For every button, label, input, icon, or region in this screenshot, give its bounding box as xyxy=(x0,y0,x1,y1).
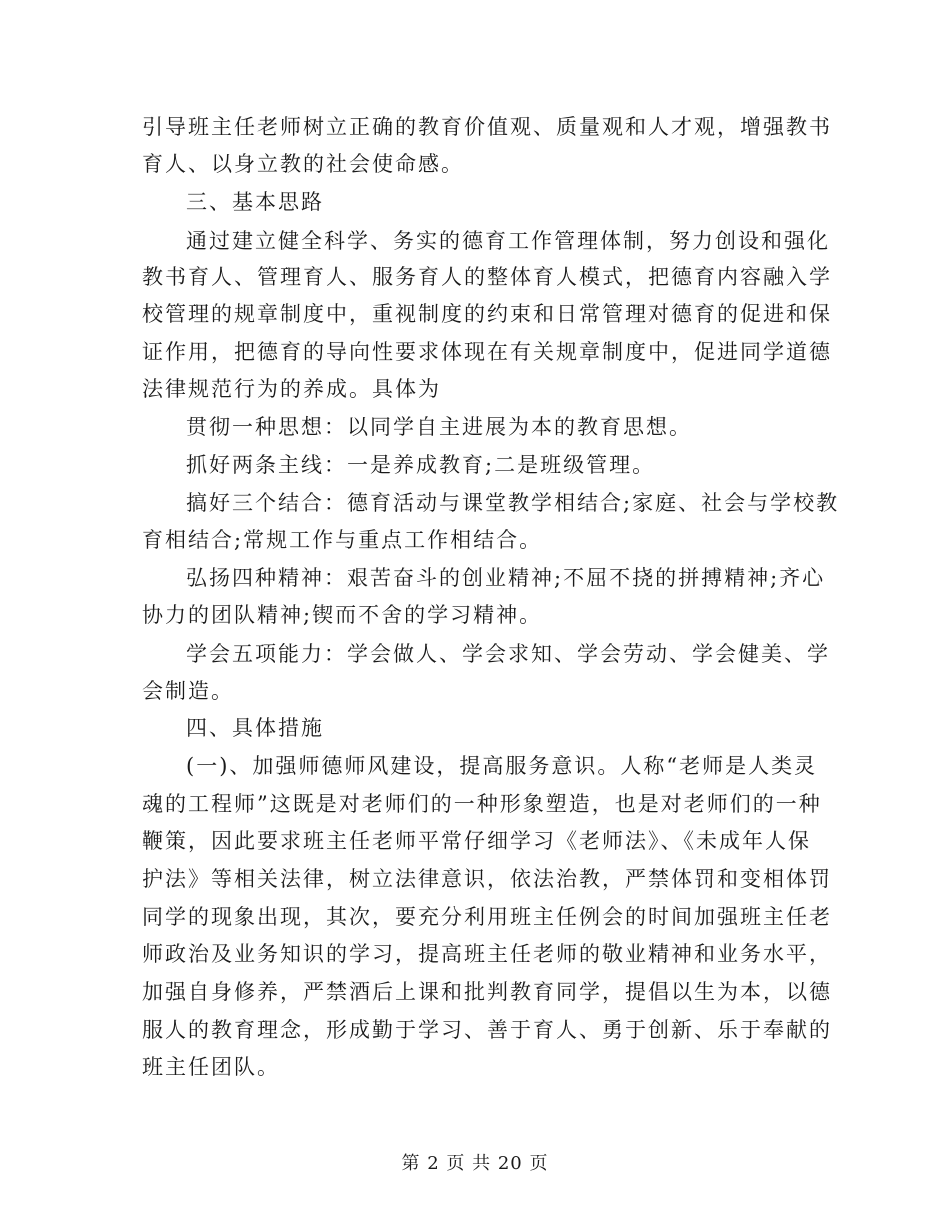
text-line: 护法》等相关法律，树立法律意识，依法治教，严禁体罚和变相体罚 xyxy=(142,867,832,891)
text-line: 引导班主任老师树立正确的教育价值观、质量观和人才观，增强教书 xyxy=(142,115,832,139)
text-line: 搞好三个结合：德育活动与课堂教学相结合;家庭、社会与学校教 xyxy=(186,491,840,515)
text-line: 师政治及业务知识的学习，提高班主任老师的敬业精神和业务水平， xyxy=(142,942,832,966)
text-line: 贯彻一种思想：以同学自主进展为本的教育思想。 xyxy=(186,415,692,439)
text-line: 教书育人、管理育人、服务育人的整体育人模式，把德育内容融入学 xyxy=(142,265,832,289)
text-line: 育人、以身立教的社会使命感。 xyxy=(142,152,464,176)
text-line: 法律规范行为的养成。具体为 xyxy=(142,377,441,401)
text-line: 抓好两条主线：一是养成教育;二是班级管理。 xyxy=(186,453,656,477)
section-heading: 三、基本思路 xyxy=(186,190,324,214)
text-line: 校管理的规章制度中，重视制度的约束和日常管理对德育的促进和保 xyxy=(142,302,832,326)
text-line: 学会五项能力：学会做人、学会求知、学会劳动、学会健美、学 xyxy=(186,642,830,666)
text-line: 证作用，把德育的导向性要求体现在有关规章制度中，促进同学道德 xyxy=(142,340,832,364)
page-number-footer: 第 2 页 共 20 页 xyxy=(401,1153,549,1174)
text-line: 班主任团队。 xyxy=(142,1055,280,1079)
text-line: 会制造。 xyxy=(142,679,234,703)
text-line: 魂的工程师”这既是对老师们的一种形象塑造，也是对老师们的一种 xyxy=(142,792,822,816)
text-line: 协力的团队精神;锲而不舍的学习精神。 xyxy=(142,603,543,627)
text-line: 同学的现象出现，其次，要充分利用班主任例会的时间加强班主任老 xyxy=(142,905,832,929)
text-line: 鞭策，因此要求班主任老师平常仔细学习《老师法》、《未成年人保 xyxy=(142,829,811,853)
text-line: 服人的教育理念，形成勤于学习、善于育人、勇于创新、乐于奉献的 xyxy=(142,1018,832,1042)
text-line: 育相结合;常规工作与重点工作相结合。 xyxy=(142,528,543,552)
text-line: 弘扬四种精神：艰苦奋斗的创业精神;不屈不挠的拼搏精神;齐心 xyxy=(186,566,826,590)
section-heading: 四、具体措施 xyxy=(186,716,324,740)
text-line: (一)、加强师德师风建设，提高服务意识。人称“老师是人类灵 xyxy=(186,754,818,778)
text-line: 加强自身修养，严禁酒后上课和批判教育同学，提倡以生为本，以德 xyxy=(142,980,832,1004)
text-line: 通过建立健全科学、务实的德育工作管理体制，努力创设和强化 xyxy=(186,229,830,253)
